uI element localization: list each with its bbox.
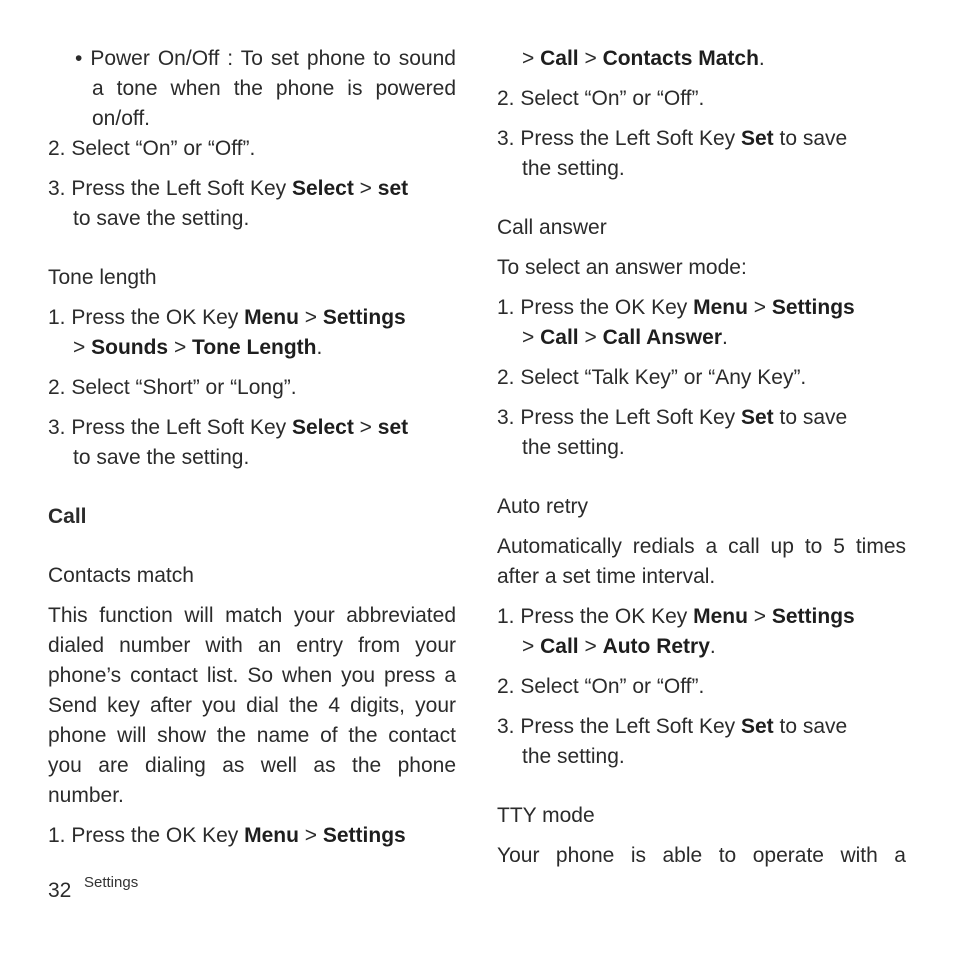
power-onoff-bullet: • Power On/Off : To set phone to sound a tone when the phone is powered on/off. [75, 47, 456, 130]
left-column [48, 44, 456, 851]
auto-retry-paragraph: Automatically redials a call up to 5 times after a set time interval. [497, 535, 906, 588]
answer-step-3: 3. Press the Left Soft Key Set to save the setting. [497, 406, 848, 459]
tone-step-2: 2. Select “Short” or “Long”. [48, 376, 297, 399]
tone-step-3: 3. Press the Left Soft Key Select > set to save the setting. [48, 416, 409, 469]
power-step-3: 3. Press the Left Soft Key Select > set to save the setting. [48, 177, 409, 230]
call-answer-heading: Call answer [497, 216, 607, 239]
contacts-step-1: 1. Press the OK Key Menu > Settings [48, 824, 406, 847]
contacts-step-3: 3. Press the Left Soft Key Set to save the setting. [497, 127, 848, 180]
contacts-step-1-continued: > Call > Contacts Match. [522, 47, 765, 70]
page-number: 32 [48, 879, 72, 902]
power-step-2: 2. Select “On” or “Off”. [48, 137, 256, 160]
right-column [497, 44, 906, 871]
retry-step-3: 3. Press the Left Soft Key Set to save the setting. [497, 715, 848, 768]
contacts-match-heading: Contacts match [48, 564, 194, 587]
retry-step-2: 2. Select “On” or “Off”. [497, 675, 705, 698]
tone-length-heading: Tone length [48, 266, 157, 289]
call-section-heading: Call [48, 505, 87, 528]
answer-step-2: 2. Select “Talk Key” or “Any Key”. [497, 366, 807, 389]
tty-mode-paragraph: Your phone is able to operate with a [497, 844, 906, 867]
tty-mode-heading: TTY mode [497, 804, 595, 827]
retry-step-1: 1. Press the OK Key Menu > Settings > Call > Auto Retry. [497, 605, 855, 658]
auto-retry-heading: Auto retry [497, 495, 589, 518]
page-footer [48, 874, 139, 906]
answer-step-1: 1. Press the OK Key Menu > Settings > Call > Call Answer. [497, 296, 855, 349]
contacts-match-paragraph: This function will match your abbreviated dialed number with an entry from your phone’s contact list. So when you press a Send key after you dial the 4 digits, your phone will show the name of the contact you are dialing as well as the phone number. [48, 604, 456, 807]
call-answer-intro: To select an answer mode: [497, 256, 747, 279]
tone-step-1: 1. Press the OK Key Menu > Settings > Sounds > Tone Length. [48, 306, 406, 359]
contacts-step-2: 2. Select “On” or “Off”. [497, 87, 705, 110]
footer-section-label: Settings [84, 874, 139, 891]
